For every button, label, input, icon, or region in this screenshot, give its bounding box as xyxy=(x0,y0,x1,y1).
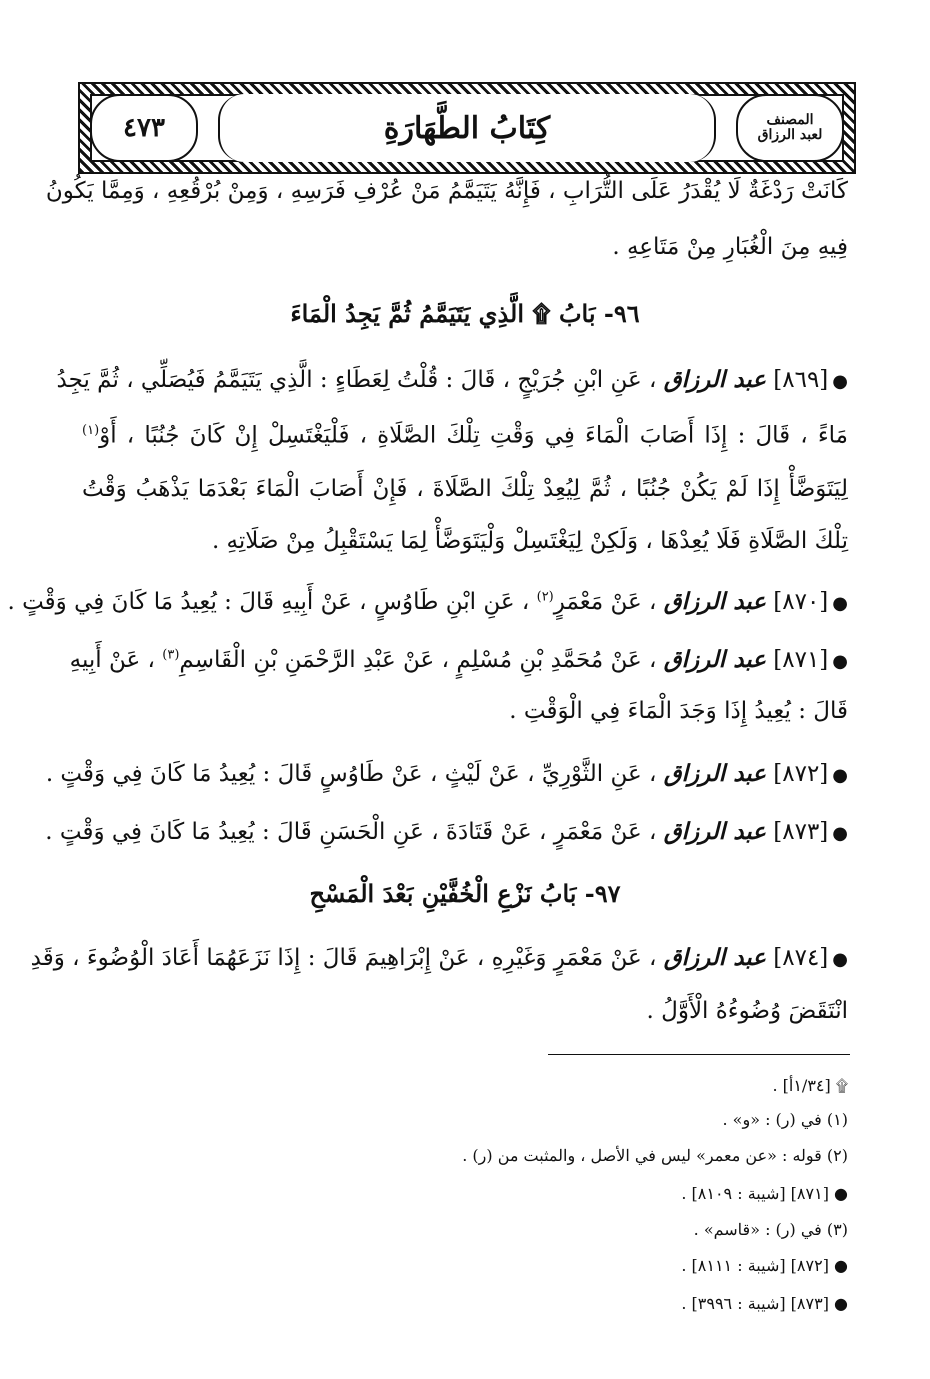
hadith-number: [٨٧٠] xyxy=(773,589,829,615)
narrator: عبد الرزاق xyxy=(663,366,766,393)
hadith-871-line-2: قَالَ : يُعِيدُ إِذَا وَجَدَ الْمَاءَ فِي الْوَقْتِ . xyxy=(509,698,848,724)
page-number-cartouche xyxy=(90,94,198,162)
hadith-869-line-3: لِيَتَوَضَّأْ إِذَا لَمْ يَكُنْ جُنُبًا ، ثُمَّ لِيُعِدْ تِلْكَ الصَّلَاةَ ، فَإِنْ أَصَابَ الْمَاءَ بَعْدَمَا يَذْهَبُ وَقْتُ xyxy=(82,476,848,502)
bullet-icon: ● xyxy=(832,765,848,786)
footnote: ● [٨٧٣] [شيبة : ٣٩٩٦] . xyxy=(681,1294,848,1313)
page-number: ٤٧٣ xyxy=(123,113,165,143)
bullet-icon: ● xyxy=(832,593,848,614)
footnote-ref: (٣) xyxy=(162,647,180,663)
footnote-ref: (١) xyxy=(82,423,100,438)
book-title: كِتَابُ الطَّهَارَةِ xyxy=(218,94,716,162)
footnote-separator xyxy=(548,1054,850,1055)
footnote: (٣) في (ر) : «قاسم» . xyxy=(693,1220,848,1239)
text-line: فِيهِ مِنَ الْغُبَارِ مِنْ مَتَاعِهِ . xyxy=(612,234,848,260)
hadith-873: ●[٨٧٣] عبد الرزاق ، عَنْ مَعْمَرٍ ، عَنْ قَتَادَةَ ، عَنِ الْحَسَنِ قَالَ : يُعِيدُ مَا كَانَ فِي وَقْتٍ . xyxy=(45,818,848,845)
bullet-icon: ● xyxy=(832,651,848,672)
hadith-number: [٨٦٩] xyxy=(773,367,829,393)
footnote: (٢) قوله : «عن معمر» ليس في الأصل ، والمثبت من (ر) . xyxy=(462,1146,848,1165)
hadith-869-line-1: ●[٨٦٩] عبد الرزاق ، عَنِ ابْنِ جُرَيْجٍ ، قَالَ : قُلْتُ لِعَطَاءٍ : الَّذِي يَتَيَمَّمُ فَيُصَلِّي ، ثُمَّ يَجِدُ xyxy=(56,366,848,393)
footnote: ● [٨٧١] [شيبة : ٨١٠٩] . xyxy=(681,1184,848,1203)
footnote: (١) في (ر) : «و» . xyxy=(722,1110,848,1129)
book-name-cartouche xyxy=(736,94,844,162)
footnote: ● [٨٧٢] [شيبة : ٨١١١] . xyxy=(681,1256,848,1275)
bullet-icon: ● xyxy=(832,823,848,844)
narrator: عبد الرزاق xyxy=(663,646,766,673)
narrator: عبد الرزاق xyxy=(663,944,766,971)
chapter-heading-97: ٩٧- بَابُ نَزْعِ الْخُفَّيْنِ بَعْدَ الْمَسْحِ xyxy=(309,879,621,908)
hadith-number: [٨٧١] xyxy=(773,647,829,673)
hadith-number: [٨٧٣] xyxy=(773,819,829,845)
narrator: عبد الرزاق xyxy=(663,588,766,615)
book-name: المصنف لعبد الرزاق xyxy=(757,112,823,143)
hadith-870: ●[٨٧٠] عبد الرزاق ، عَنْ مَعْمَرٍ$^{(٢)}$ ، عَنِ ابْنِ طَاوُسٍ ، عَنْ أَبِيهِ قَالَ : يُعِيدُ مَا كَانَ فِي وَقْتٍ . xyxy=(7,588,848,615)
hadith-869-line-4: تِلْكَ الصَّلَاةِ فَلَا يُعِدْهَا ، وَلَكِنْ لِيَغْتَسِلْ وَلْيَتَوَضَّأْ لِمَا يَسْتَقْبِلُ مِنْ صَلَاتِهِ . xyxy=(211,528,848,554)
hadith-number: [٨٧٤] xyxy=(773,945,829,971)
text-line: كَانَتْ رَدْغَةٌ لَا يُقْدَرُ عَلَى التُّرَابِ ، فَإِنَّهُ يَتَيَمَّمُ مَنْ عُرْفِ فَرَسِهِ ، وَمِنْ بُرْقُعِهِ ، وَمِمَّا يَكُونُ xyxy=(45,178,848,204)
hadith-874-line-2: انْتَقَضَ وُضُوءُهُ الْأَوَّلُ . xyxy=(646,998,848,1024)
footnote: ۩ [١/٣٤أ] . xyxy=(772,1076,848,1095)
narrator: عبد الرزاق xyxy=(663,818,766,845)
bullet-icon: ● xyxy=(832,371,848,392)
hadith-871-line-1: ●[٨٧١] عبد الرزاق ، عَنْ مُحَمَّدِ بْنِ مُسْلِمٍ ، عَنْ عَبْدِ الرَّحْمَنِ بْنِ الْقَاسِمِ$^{(٣)}$ ، عَنْ أَبِيهِ xyxy=(69,646,848,673)
narrator: عبد الرزاق xyxy=(663,760,766,787)
hadith-number: [٨٧٢] xyxy=(773,761,829,787)
bullet-icon: ● xyxy=(832,949,848,970)
hadith-869-line-2: مَاءً ، قَالَ : إِذَا أَصَابَ الْمَاءَ فِي وَقْتِ تِلْكَ الصَّلَاةِ ، فَلْيَغْتَسِلْ إِنْ كَانَ جُنُبًا ، أَوْ$^{(١)}$ xyxy=(82,422,848,449)
footnote-ref: (٢) xyxy=(536,589,554,605)
page-header xyxy=(78,82,856,174)
hadith-872: ●[٨٧٢] عبد الرزاق ، عَنِ الثَّوْرِيِّ ، عَنْ لَيْثٍ ، عَنْ طَاوُسٍ قَالَ : يُعِيدُ مَا كَانَ فِي وَقْتٍ . xyxy=(45,760,848,787)
chapter-heading-96: ٩٦- بَابُ ۩ الَّذِي يَتَيَمَّمُ ثُمَّ يَجِدُ الْمَاءَ xyxy=(290,299,640,328)
hadith-874-line-1: ●[٨٧٤] عبد الرزاق ، عَنْ مَعْمَرٍ وَغَيْرِهِ ، عَنْ إِبْرَاهِيمَ قَالَ : إِذَا نَزَعَهُمَا أَعَادَ الْوُضُوءَ ، وَقَدِ xyxy=(30,944,848,971)
